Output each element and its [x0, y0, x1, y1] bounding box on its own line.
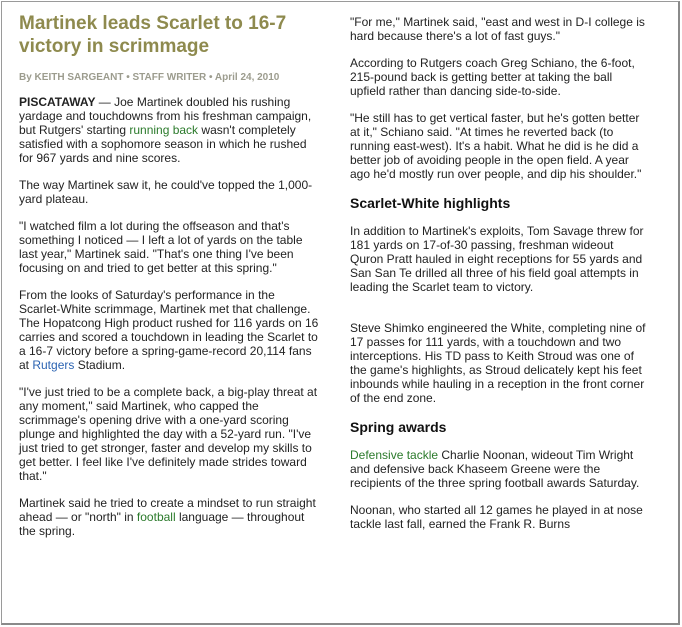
rutgers-link[interactable]: Rutgers: [32, 358, 75, 372]
football-link[interactable]: football: [136, 510, 176, 524]
paragraph-text: wasn't completely satisfied with a sophomore season in which he rushed for 967 yards and nine scores.: [19, 123, 307, 165]
paragraph-3: "I watched film a lot during the offseason and that's something I noticed — I left a lot of yards on the table last year," Martinek said. "That's one thing I've been focusing on and tried to get better at this spring.": [19, 219, 303, 275]
paragraph-7: "For me," Martinek said, "east and west in D-I college is hard because there's a lot of fast guys.": [350, 15, 645, 43]
left-column: [19, 2, 319, 551]
paragraph-text: From the looks of Saturday's performance in the Scarlet-White scrimmage, Martinek met that challenge. The Hopatcong High product rushed for 116 yards on 16 carries and scored a touchdown in leading the Scarlet to a 16-7 victory before a spring-game-record 20,114 fans at: [19, 288, 319, 372]
paragraph-9: "He still has to get vertical faster, but he's gotten better at it," Schiano said. "At times he reverted back (to running east-west). It's a habit. What he did is he did a better job of avoiding people in the open field. A year ago he'd mostly run over people, and dip his shoulder.": [350, 111, 642, 181]
paragraph-8: According to Rutgers coach Greg Schiano, the 6-foot, 215-pound back is getting better at taking the ball upfield rather than dancing side-to-side.: [350, 56, 635, 98]
section-heading-highlights: Scarlet-White highlights: [350, 195, 511, 211]
section-heading-awards: Spring awards: [350, 419, 447, 435]
headline: Martinek leads Scarlet to 16-7 victory in scrimmage: [19, 13, 287, 57]
dateline: PISCATAWAY: [19, 95, 96, 109]
running-back-link[interactable]: running back: [129, 123, 199, 137]
paragraph-5: "I've just tried to be a complete back, a big-play threat at any moment," said Martinek, who capped the scrimmage's opening drive with a one-yard scoring plunge and highlighted the day with a 52-yard run. "I've just tried to get stronger, faster and develop my skills to get better. I feel like I've definitely made strides toward that.": [19, 385, 318, 483]
paragraph-1: [19, 95, 319, 165]
paragraph-11: Steve Shimko engineered the White, completing nine of 17 passes for 111 yards, with a touchdown and two interceptions. His TD pass to Keith Stroud was one of the game's highlights, as Stroud delicately kept his feet inbounds while hauling in a reception in the front corner of the end zone.: [350, 321, 646, 405]
right-column: [350, 15, 650, 544]
paragraph-text: Stadium.: [74, 358, 126, 372]
paragraph-text: Martinek said he tried to create a mindset to run straight ahead — or "north" in: [19, 496, 316, 524]
paragraph-12: [350, 448, 650, 490]
paragraph-10: In addition to Martinek's exploits, Tom Savage threw for 181 yards on 17-of-30 passing, freshman wideout Quron Pratt hauled in eight receptions for 55 yards and San San Te drilled all three of his field goal attempts in leading the Scarlet team to victory.: [350, 224, 644, 294]
byline: By KEITH SARGEANT • STAFF WRITER • April 24, 2010: [19, 72, 280, 83]
paragraph-6: [19, 496, 319, 538]
defensive-tackle-link[interactable]: Defensive tackle: [350, 448, 439, 462]
paragraph-text: Charlie Noonan, wideout Tim Wright and defensive back Khaseem Greene were the recipients of the three spring football awards Saturday.: [350, 448, 640, 490]
paragraph-2: The way Martinek saw it, he could've topped the 1,000-yard plateau.: [19, 178, 313, 206]
paragraph-text: — Joe Martinek doubled his rushing yardage and touchdowns from his freshman campaign, but Rutgers' starting: [19, 95, 312, 137]
paragraph-text: language — throughout the spring.: [19, 510, 305, 538]
article-frame: [1, 1, 680, 625]
paragraph-13: Noonan, who started all 12 games he played in at nose tackle last fall, earned the Frank R. Burns: [350, 503, 643, 531]
paragraph-4: [19, 288, 319, 372]
